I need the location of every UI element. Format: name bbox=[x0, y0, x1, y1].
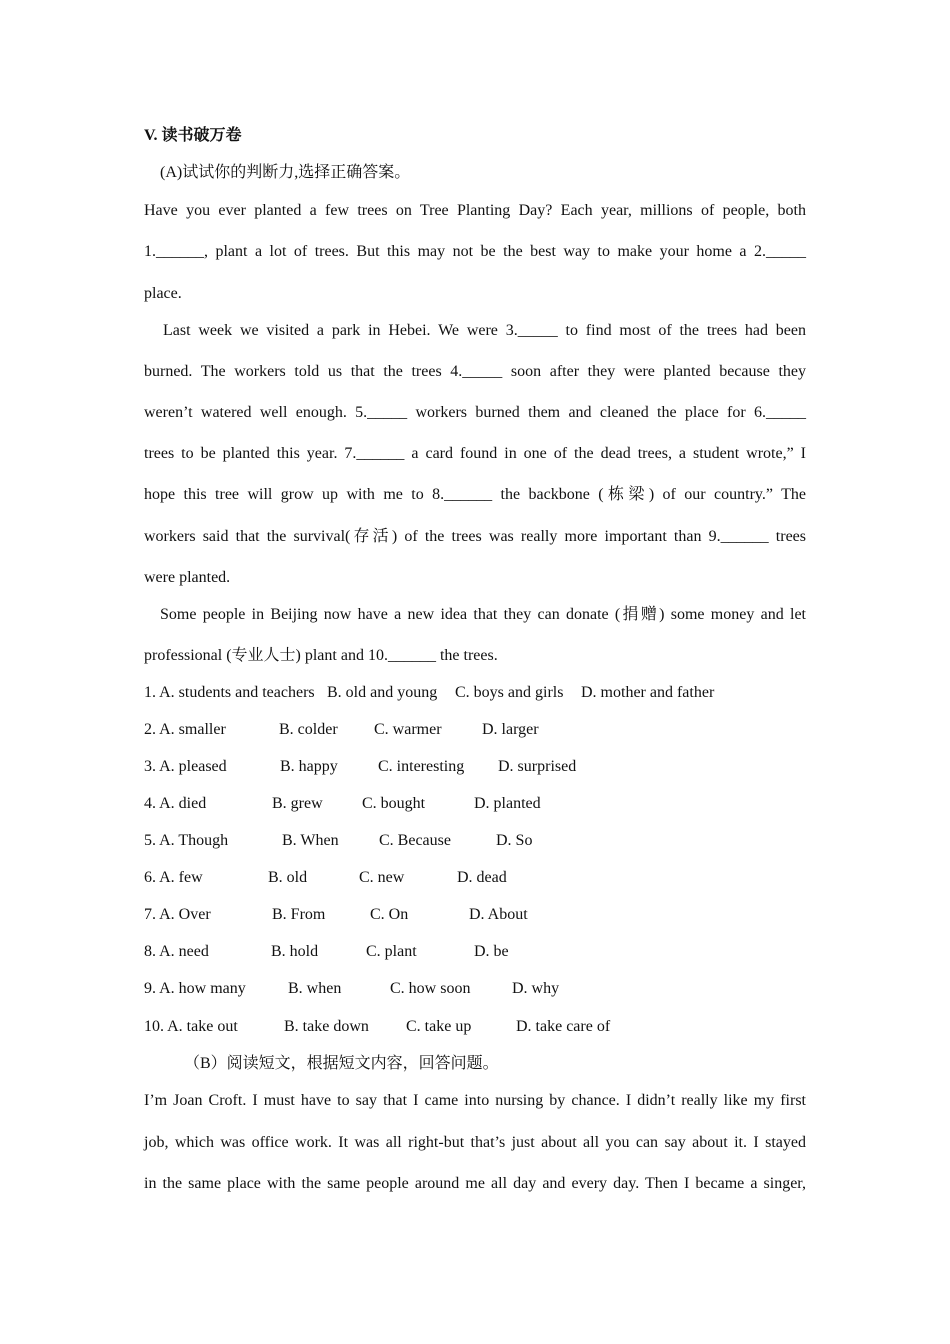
option-c: C. Because bbox=[379, 832, 451, 849]
option-b: B. old bbox=[268, 869, 308, 886]
option-d: D. why bbox=[512, 980, 560, 997]
option-c: C. interesting bbox=[378, 758, 465, 775]
option-c: C. bought bbox=[362, 795, 426, 812]
passage-line: trees to be planted this year. 7.______ a card found in one of the dead trees, a student wrote,” I bbox=[144, 445, 806, 462]
passage-line: job, which was office work. It was all right-but that’s just about all you can say about it. I stayed bbox=[144, 1134, 806, 1151]
option-b: B. happy bbox=[280, 758, 338, 775]
option-d: D. About bbox=[469, 906, 528, 923]
passage-line: place. bbox=[144, 285, 182, 302]
option-b: B. grew bbox=[272, 795, 323, 812]
passage-line: in the same place with the same people around me all day and every day. Then I became a singer, bbox=[144, 1175, 806, 1192]
option-b: B. when bbox=[288, 980, 342, 997]
option-d: D. be bbox=[474, 943, 509, 960]
option-d: D. take care of bbox=[516, 1018, 611, 1035]
option-a: 3. A. pleased bbox=[144, 758, 227, 775]
option-b: B. colder bbox=[279, 721, 338, 738]
option-b: B. From bbox=[272, 906, 326, 923]
option-a: 6. A. few bbox=[144, 869, 203, 886]
option-a: 1. A. students and teachers bbox=[144, 684, 315, 701]
option-c: C. take up bbox=[406, 1018, 472, 1035]
option-c: C. how soon bbox=[390, 980, 471, 997]
passage-line: Have you ever planted a few trees on Tree Planting Day? Each year, millions of people, both bbox=[144, 202, 806, 219]
option-a: 10. A. take out bbox=[144, 1018, 238, 1035]
option-a: 5. A. Though bbox=[144, 832, 229, 849]
passage-line: Some people in Beijing now have a new idea that they can donate (捐赠) some money and let bbox=[160, 606, 806, 623]
part-b-instruction: （B）阅读短文，根据短文内容，回答问题。 bbox=[184, 1055, 499, 1072]
option-b: B. old and young bbox=[327, 684, 438, 701]
option-d: D. larger bbox=[482, 721, 539, 738]
option-c: C. new bbox=[359, 869, 405, 886]
option-d: D. surprised bbox=[498, 758, 577, 775]
passage-line: hope this tree will grow up with me to 8.______ the backbone (栋梁) of our country.” The bbox=[144, 486, 806, 503]
part-a-instruction: (A)试试你的判断力,选择正确答案。 bbox=[160, 164, 411, 181]
passage-line: weren’t watered well enough. 5._____ workers burned them and cleaned the place for 6._____ bbox=[144, 404, 806, 421]
option-a: 4. A. died bbox=[144, 795, 207, 812]
option-c: C. plant bbox=[366, 943, 417, 960]
option-b: B. When bbox=[282, 832, 339, 849]
option-c: C. boys and girls bbox=[455, 684, 564, 701]
passage-line: burned. The workers told us that the trees 4._____ soon after they were planted because they bbox=[144, 363, 806, 380]
option-c: C. On bbox=[370, 906, 409, 923]
option-a: 9. A. how many bbox=[144, 980, 246, 997]
option-d: D. mother and father bbox=[581, 684, 715, 701]
option-b: B. hold bbox=[271, 943, 319, 960]
passage-line: professional (专业人士) plant and 10.______ the trees. bbox=[144, 647, 498, 664]
option-c: C. warmer bbox=[374, 721, 442, 738]
option-d: D. dead bbox=[457, 869, 507, 886]
passage-line: Last week we visited a park in Hebei. We were 3._____ to find most of the trees had been bbox=[163, 322, 806, 339]
passage-line: 1.______, plant a lot of trees. But this may not be the best way to make your home a 2._____ bbox=[144, 243, 806, 260]
passage-line: workers said that the survival(存活) of the trees was really more important than 9.______ trees bbox=[144, 528, 806, 545]
option-d: D. So bbox=[496, 832, 533, 849]
section-heading: V. 读书破万卷 bbox=[144, 127, 242, 144]
passage-line: were planted. bbox=[144, 569, 231, 586]
option-b: B. take down bbox=[284, 1018, 369, 1035]
option-a: 8. A. need bbox=[144, 943, 209, 960]
option-a: 7. A. Over bbox=[144, 906, 211, 923]
option-a: 2. A. smaller bbox=[144, 721, 226, 738]
passage-line: I’m Joan Croft. I must have to say that I came into nursing by chance. I didn’t really like my first bbox=[144, 1092, 806, 1109]
option-d: D. planted bbox=[474, 795, 541, 812]
